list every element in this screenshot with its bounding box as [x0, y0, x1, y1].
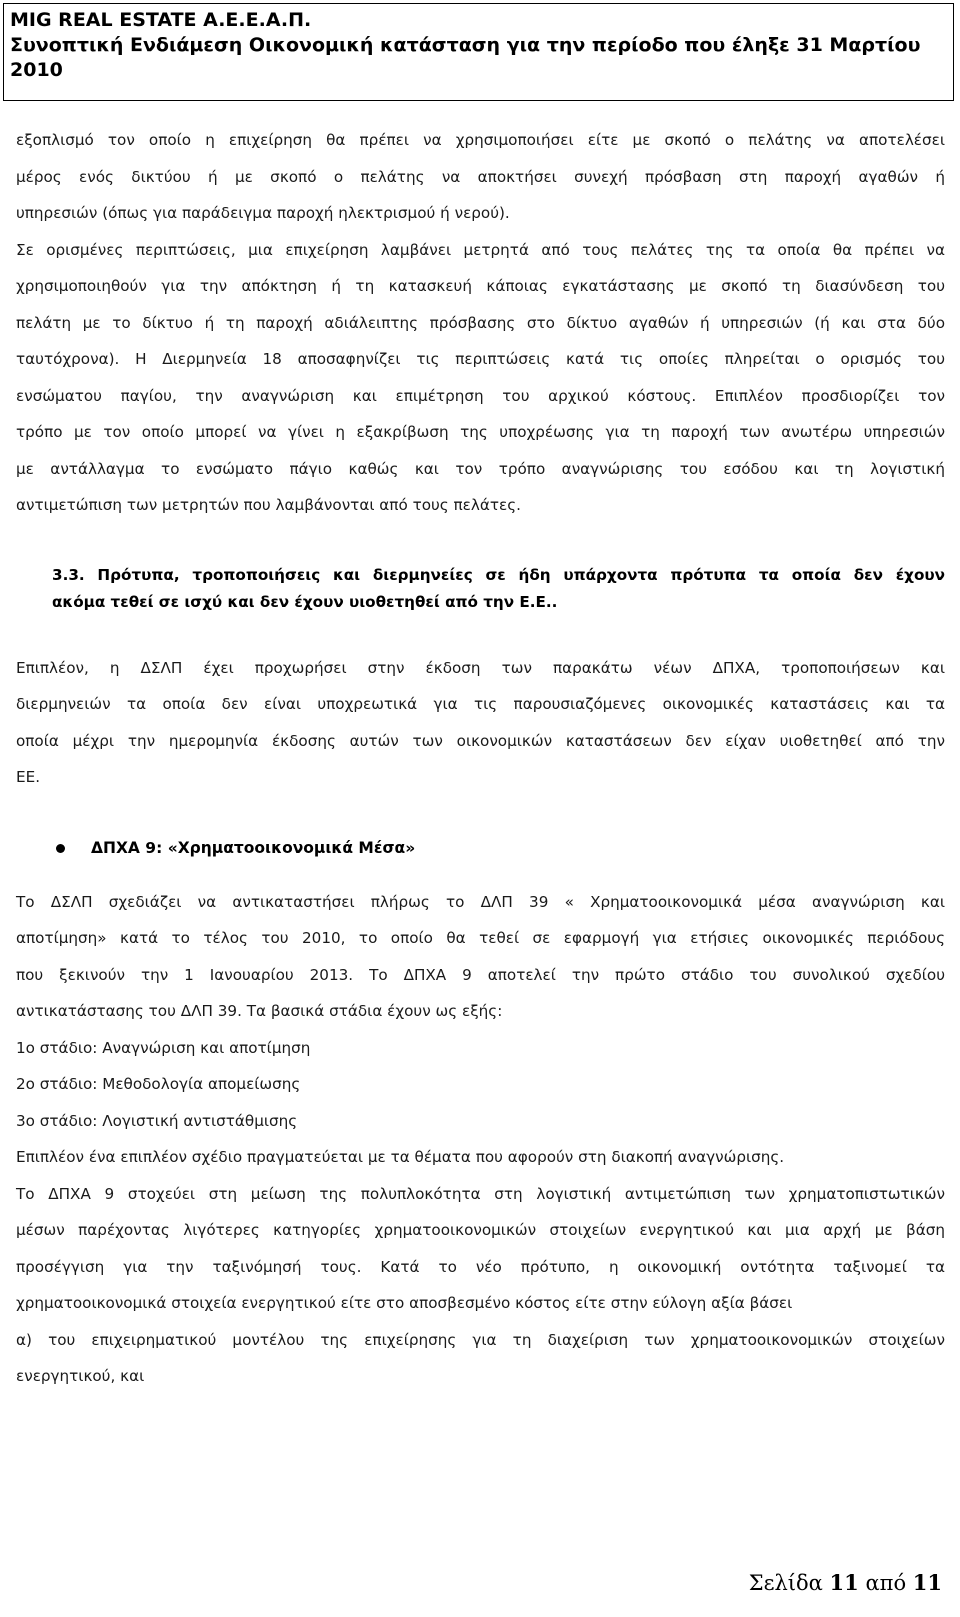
total-pages: 11 [912, 1570, 942, 1595]
text-line: αντιμετώπιση των μετρητών που λαμβάνονται από τους πελάτες. [16, 496, 521, 514]
text-line: χρηματοοικονομικά στοιχεία ενεργητικού είτε στο αποσβεσμένο κόστος είτε στην εύλογη αξία βάσει [16, 1294, 793, 1312]
report-year: 2010 [10, 59, 63, 81]
text-line: υπηρεσιών (όπως για παράδειγμα παροχή ηλεκτρισμού ή νερού). [16, 204, 510, 222]
text-line: διερμηνειών τα οποία δεν είναι υποχρεωτικά για τις παρουσιαζόμενες οικονομικές καταστάσεις και τα [16, 695, 945, 713]
bullet-icon [56, 844, 65, 853]
section-heading-line: 3.3. Πρότυπα, τροποποιήσεις και διερμηνείες σε ήδη υπάρχοντα πρότυπα τα οποία δεν έχουν [52, 565, 945, 584]
paragraph-5 [16, 1176, 945, 1395]
text-line: ταυτόχρονα). Η Διερμηνεία 18 αποσαφηνίζει τις περιπτώσεις κατά τις οποίες πληρείται ο ορισμός του [16, 350, 945, 368]
paragraph-1 [16, 122, 945, 232]
text-line: εξοπλισμό τον οποίο η επιχείρηση θα πρέπει να χρησιμοποιήσει είτε με σκοπό ο πελάτης να αποτελέσει [16, 131, 945, 149]
text-line: προσέγγιση για την ταξινόμησή τους. Κατά το νέο πρότυπο, η οικονομική οντότητα ταξινομεί τα [16, 1257, 945, 1276]
text-line: ενσώματου παγίου, την αναγνώριση και επιμέτρηση του αρχικού κόστους. Επιπλέον προσδιορίζει τον [16, 386, 945, 405]
text-line: που ξεκινούν την 1 Ιανουαρίου 2013. Το ΔΠΧΑ 9 αποτελεί την πρώτο στάδιο του συνολικού σχεδίου [16, 965, 945, 984]
text-line: 3ο στάδιο: Λογιστική αντιστάθμισης [16, 1111, 298, 1130]
bullet-title: ΔΠΧΑ 9: «Χρηματοοικονομικά Μέσα» [91, 838, 416, 857]
paragraph-2 [16, 232, 945, 524]
text-line: Το ΔΣΛΠ σχεδιάζει να αντικαταστήσει πλήρως το ΔΛΠ 39 « Χρηματοοικονομικά μέσα αναγνώριση και [16, 892, 945, 911]
body-text [16, 122, 945, 1395]
text-line: πελάτη με το δίκτυο ή τη παροχή αδιάλειπτης πρόσβασης στο δίκτυο αγαθών ή υπηρεσιών (ή και στα δύο [16, 313, 945, 332]
text-line: μέσων παρέχοντας λιγότερες κατηγορίες χρηματοοικονομικών στοιχείων ενεργητικού και μια αρχή με βάση [16, 1221, 945, 1239]
page-header [3, 3, 954, 101]
report-title: Συνοπτική Ενδιάμεση Οικονομική κατάσταση για την περίοδο που έληξε 31 Μαρτίου [10, 34, 921, 56]
text-line: 2ο στάδιο: Μεθοδολογία απομείωσης [16, 1075, 301, 1093]
text-line: ΕΕ. [16, 768, 41, 786]
text-line: ενεργητικού, και [16, 1367, 145, 1385]
text-line: μέρος ενός δικτύου ή με σκοπό ο πελάτης να αποκτήσει συνεχή πρόσβαση στη παροχή αγαθών ή [16, 167, 945, 186]
page-of-label: από [858, 1571, 913, 1595]
page-number [749, 1570, 942, 1595]
text-line: Επιπλέον, η ΔΣΛΠ έχει προχωρήσει στην έκδοση των παρακάτω νέων ΔΠΧΑ, τροποποιήσεων και [16, 658, 945, 677]
section-heading-line: ακόμα τεθεί σε ισχύ και δεν έχουν υιοθετηθεί από την Ε.Ε.. [52, 592, 558, 611]
text-line: αντικατάστασης του ΔΛΠ 39. Τα βασικά στάδια έχουν ως εξής: [16, 1002, 503, 1020]
paragraph-4 [16, 884, 945, 1176]
text-line: α) του επιχειρηματικού μοντέλου της επιχείρησης για τη διαχείριση των χρηματοοικονομικών στοιχείων [16, 1330, 945, 1349]
text-line: οποία μέχρι την ημερομηνία έκδοσης αυτών των οικονομικών καταστάσεων δεν είχαν υιοθετηθεί από την [16, 731, 945, 750]
bullet-item [16, 830, 945, 866]
section-heading [16, 562, 945, 616]
page-label: Σελίδα [748, 1571, 830, 1595]
text-line: Επιπλέον ένα επιπλέον σχέδιο πραγματεύεται με τα θέματα που αφορούν στη διακοπή αναγνώρισης. [16, 1148, 785, 1166]
text-line: 1ο στάδιο: Αναγνώριση και αποτίμηση [16, 1038, 311, 1057]
current-page: 11 [829, 1570, 859, 1595]
text-line: με αντάλλαγμα το ενσώματο πάγιο καθώς και τον τρόπο αναγνώρισης του εσόδου και τη λογιστική [16, 459, 945, 478]
text-line: τρόπο με τον οποίο μπορεί να γίνει η εξακρίβωση της υποχρέωσης για τη παροχή των ανωτέρω υπηρεσιών [16, 423, 945, 441]
text-line: αποτίμηση» κατά το τέλος του 2010, το οποίο θα τεθεί σε εφαρμογή για ετήσιες οικονομικές περιόδους [16, 929, 945, 947]
text-line: Το ΔΠΧΑ 9 στοχεύει στη μείωση της πολυπλοκότητα στη λογιστική αντιμετώπιση των χρηματοπιστωτικών [16, 1184, 945, 1203]
paragraph-3 [16, 650, 945, 796]
text-line: Σε ορισμένες περιπτώσεις, μια επιχείρηση λαμβάνει μετρητά από τους πελάτες της τα οποία θα πρέπει να [16, 240, 945, 259]
company-name: MIG REAL ESTATE A.E.E.A.Π. [10, 9, 312, 31]
text-line: χρησιμοποιηθούν για την απόκτηση ή τη κατασκευή κάποιας εγκατάστασης με σκοπό τη διασύνδεση του [16, 277, 945, 295]
